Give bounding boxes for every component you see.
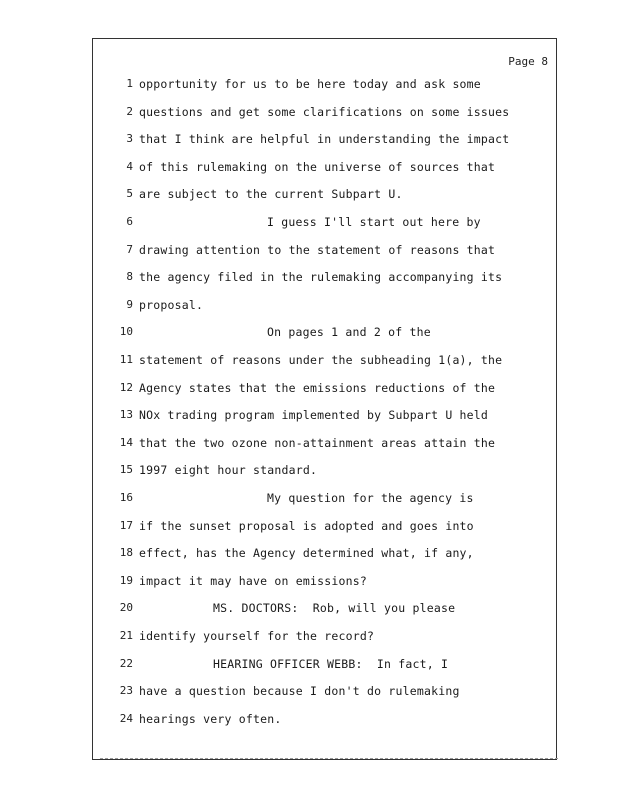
transcript-line-text: MS. DOCTORS: Rob, will you please — [213, 601, 456, 616]
line-number: 6 — [126, 215, 133, 228]
line-number: 3 — [126, 132, 133, 146]
scan-edge-mark — [100, 758, 558, 761]
line-number: 22 — [119, 656, 133, 670]
transcript-line-text: that the two ozone non-attainment areas attain the — [139, 435, 496, 450]
transcript-line-text: if the sunset proposal is adopted and goes into — [139, 518, 474, 533]
transcript-line-text: On pages 1 and 2 of the — [267, 325, 431, 340]
transcript-line-text: have a question because I don't do rulemaking — [139, 684, 460, 699]
transcript-line-text: NOx trading program implemented by Subpart U held — [139, 408, 489, 423]
transcript-line-text: the agency filed in the rulemaking accompanying its — [139, 270, 503, 285]
line-number: 20 — [119, 601, 133, 615]
transcript-line-text: My question for the agency is — [267, 491, 474, 505]
transcript-page — [92, 38, 557, 760]
line-number: 7 — [126, 242, 133, 256]
transcript-line-text: proposal. — [139, 297, 204, 312]
page-number-label: Page 8 — [508, 55, 548, 68]
transcript-line-text: 1997 eight hour standard. — [139, 463, 318, 478]
line-number: 5 — [126, 187, 133, 201]
line-number: 8 — [126, 270, 133, 284]
line-number: 11 — [119, 353, 133, 366]
line-number: 21 — [119, 629, 133, 642]
line-number: 14 — [119, 435, 133, 449]
transcript-line-text: opportunity for us to be here today and ask some — [139, 77, 481, 91]
line-number: 15 — [119, 463, 133, 477]
transcript-line-text: impact it may have on emissions? — [139, 573, 367, 588]
line-number: 17 — [119, 518, 133, 532]
transcript-line-text: I guess I'll start out here by — [267, 215, 481, 229]
transcript-line-text: questions and get some clarifications on some issues — [139, 104, 510, 119]
line-number: 4 — [126, 159, 133, 173]
line-number: 16 — [119, 491, 133, 504]
line-number: 24 — [119, 711, 133, 725]
line-number: 9 — [126, 297, 133, 311]
transcript-line-text: drawing attention to the statement of reasons that — [139, 242, 496, 257]
transcript-line-text: statement of reasons under the subheading 1(a), the — [139, 353, 503, 367]
line-number: 10 — [119, 325, 133, 339]
transcript-line-text: effect, has the Agency determined what, if any, — [139, 546, 474, 561]
line-number: 13 — [119, 408, 133, 422]
transcript-line-text: identify yourself for the record? — [139, 629, 375, 643]
line-number: 18 — [119, 546, 133, 560]
transcript-line-text: Agency states that the emissions reductions of the — [139, 380, 496, 395]
transcript-line-text: HEARING OFFICER WEBB: In fact, I — [213, 656, 449, 671]
line-number: 19 — [119, 573, 133, 587]
line-number: 1 — [126, 77, 133, 90]
transcript-line-text: hearings very often. — [139, 711, 282, 726]
transcript-line-text: are subject to the current Subpart U. — [139, 187, 403, 202]
transcript-line-text: of this rulemaking on the universe of sources that — [139, 159, 496, 174]
line-number: 2 — [126, 104, 133, 118]
transcript-line-text: that I think are helpful in understanding the impact — [139, 132, 510, 147]
line-number: 23 — [119, 684, 133, 698]
line-number: 12 — [119, 380, 133, 394]
